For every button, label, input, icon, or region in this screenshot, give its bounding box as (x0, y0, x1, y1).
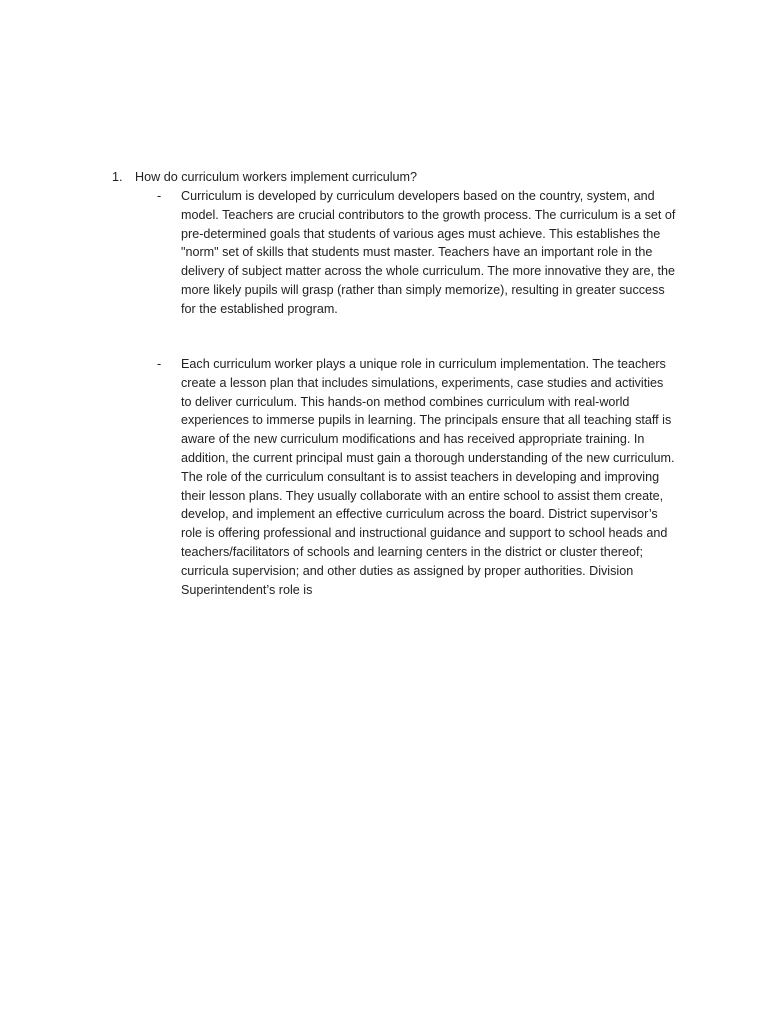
question-text: How do curriculum workers implement curriculum? (135, 170, 418, 184)
item-number: 1. (112, 170, 123, 184)
bullet-marker: - (157, 357, 162, 371)
bullet-text: Curriculum is developed by curriculum developers based on the country, system, and model. Teachers are crucial contributors to the growth process. The curriculum is a set of pre-determined goals that students of various ages must achieve. This establishes the "norm" set of skills that students must master. Teachers have an important role in the delivery of subject matter across the whole curriculum. The more innovative they are, the more likely pupils will grasp (rather than simply memorize), resulting in greater success for the established program. (181, 189, 676, 316)
question-item (112, 168, 417, 187)
bullet-marker: - (157, 189, 162, 203)
bullet-text: Each curriculum worker plays a unique role in curriculum implementation. The teachers create a lesson plan that includes simulations, experiments, case studies and activities to deliver curriculum. This hands-on method combines curriculum with real-world experiences to immerse pupils in learning. The principals ensure that all teaching staff is aware of the new curriculum modifications and has received appropriate training. In addition, the current principal must gain a thorough understanding of the new curriculum. The role of the curriculum consultant is to assist teachers in developing and improving their lesson plans. They usually collaborate with an entire school to assist them create, develop, and implement an effective curriculum across the board. District supervisor’s role is offering professional and instructional guidance and support to school heads and teachers/facilitators of schools and learning centers in the district or cluster thereof; curricula supervision; and other duties as assigned by proper authorities. Division Superintendent’s role is (181, 357, 675, 597)
